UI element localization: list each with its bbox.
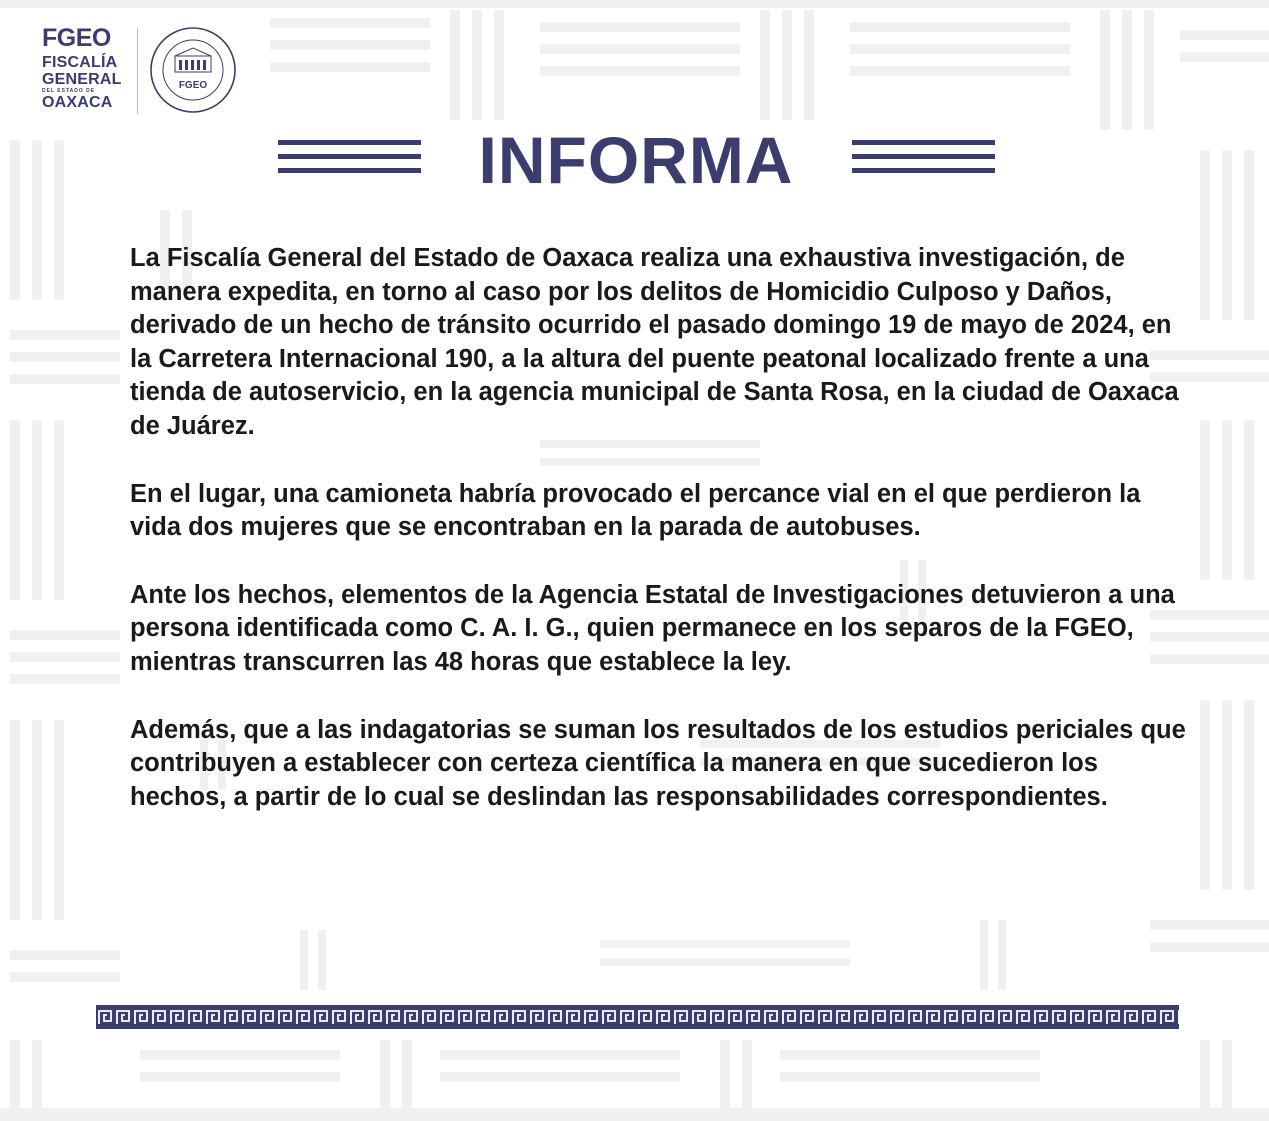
paragraph-incident: En el lugar, una camioneta habría provocado el percance vial en el que perdieron la vida dos mujeres que se encontraban en la parada de autobuses. bbox=[130, 479, 1141, 542]
logo-line-fiscalia: FISCALÍA bbox=[42, 54, 118, 71]
logo-line-general: GENERAL bbox=[42, 71, 122, 88]
logo-brand bbox=[42, 26, 126, 51]
logo-line-del-estado: DEL ESTADO DE bbox=[42, 88, 96, 94]
logo-wordmark bbox=[42, 26, 126, 111]
title-stripes-left bbox=[278, 140, 421, 182]
seal-text: FGEO bbox=[178, 80, 208, 91]
statement-body bbox=[130, 242, 1190, 848]
logo-divider bbox=[137, 28, 138, 114]
page-header bbox=[0, 120, 1269, 200]
logo-line-oaxaca: OAXACA bbox=[42, 94, 113, 111]
title-stripes-right bbox=[852, 140, 995, 182]
paragraph-expert-studies: Además, que a las indagatorias se suman los resultados de los estudios periciales que contribuyen a establecer con certeza científica la manera en que sucedieron los hechos, a partir de lo cual se deslindan las responsabilidades correspondientes. bbox=[130, 715, 1186, 811]
page-title: INFORMA bbox=[478, 123, 794, 197]
greek-fret-border bbox=[96, 1005, 1179, 1029]
paragraph-investigation: La Fiscalía General del Estado de Oaxaca realiza una exhaustiva investigación, de manera expedita, en torno al caso por los delitos de Homicidio Culposo y Daños, derivado de un hecho de tránsito ocurrido el pasado domingo 19 de mayo de 2024, en la Carretera Internacional 190, a la altura del puente peatonal localizado frente a una tienda de autoservicio, en la agencia municipal de Santa Rosa, en la ciudad de Oaxaca de Juárez. bbox=[130, 244, 1179, 440]
logo-brand-text: FGEO bbox=[42, 24, 111, 52]
fgeo-logo bbox=[42, 26, 242, 116]
paragraph-detention: Ante los hechos, elementos de la Agencia Estatal de Investigaciones detuvieron a una persona identificada como C. A. I. G., quien permanece en los separos de la FGEO, mientras transcurren las 48 horas que establece la ley. bbox=[130, 580, 1175, 676]
seal-icon bbox=[149, 26, 237, 114]
